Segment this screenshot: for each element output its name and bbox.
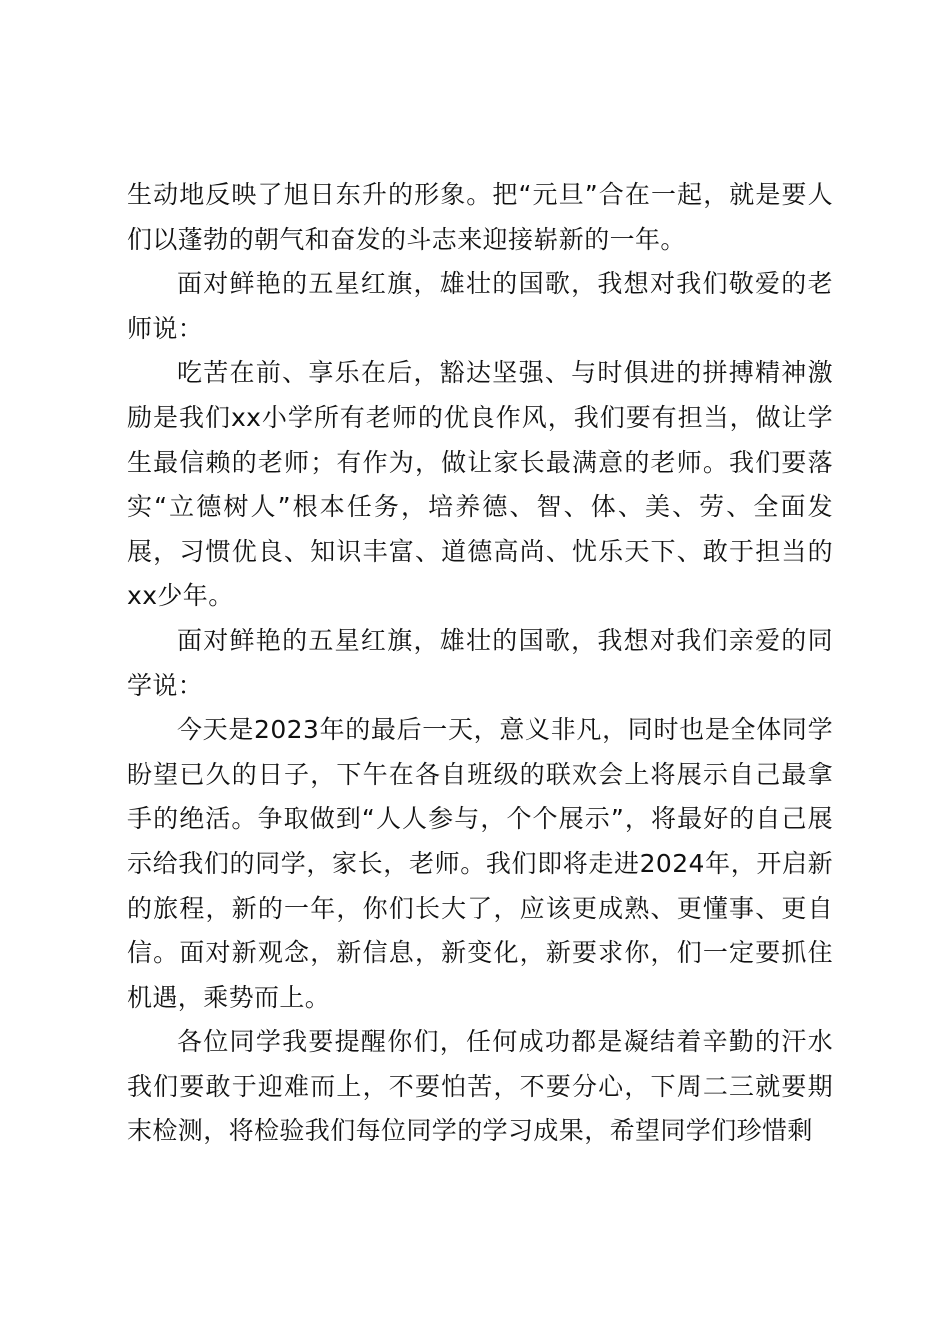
paragraph-6: 各位同学我要提醒你们，任何成功都是凝结着辛勤的汗水我们要敢于迎难而上，不要怕苦，不要分心，下周二三就要期末检测，将检验我们每位同学的学习成果，希望同学们珍惜剩: [127, 1027, 833, 1146]
paragraph-4: 面对鲜艳的五星红旗，雄壮的国歌，我想对我们亲爱的同学说：: [127, 625, 833, 700]
paragraph-5: 今天是2023年的最后一天，意义非凡，同时也是全体同学盼望已久的日子，下午在各自班级的联欢会上将展示自己最拿手的绝活。争取做到“人人参与，个个展示”，将最好的自己展示给我们的同学，家长，老师。我们即将走进2024年，开启新的旅程，新的一年，你们长大了，应该更成熟、更懂事、更自信。面对新观念，新信息，新变化，新要求你，们一定要抓住机遇，乘势而上。: [127, 715, 833, 1012]
paragraph-1: 生动地反映了旭日东升的形象。把“元旦”合在一起，就是要人们以蓬勃的朝气和奋发的斗志来迎接崭新的一年。: [127, 180, 833, 254]
document-body: [127, 173, 833, 1154]
paragraph-2: 面对鲜艳的五星红旗，雄壮的国歌，我想对我们敬爱的老师说：: [127, 269, 833, 343]
paragraph-3: 吃苦在前、享乐在后，豁达坚强、与时俱进的拼搏精神激励是我们xx小学所有老师的优良作风，我们要有担当，做让学生最信赖的老师；有作为，做让家长最满意的老师。我们要落实“立德树人”根本任务，培养德、智、体、美、劳、全面发展，习惯优良、知识丰富、道德高尚、忧乐天下、敢于担当的xx少年。: [127, 358, 833, 611]
